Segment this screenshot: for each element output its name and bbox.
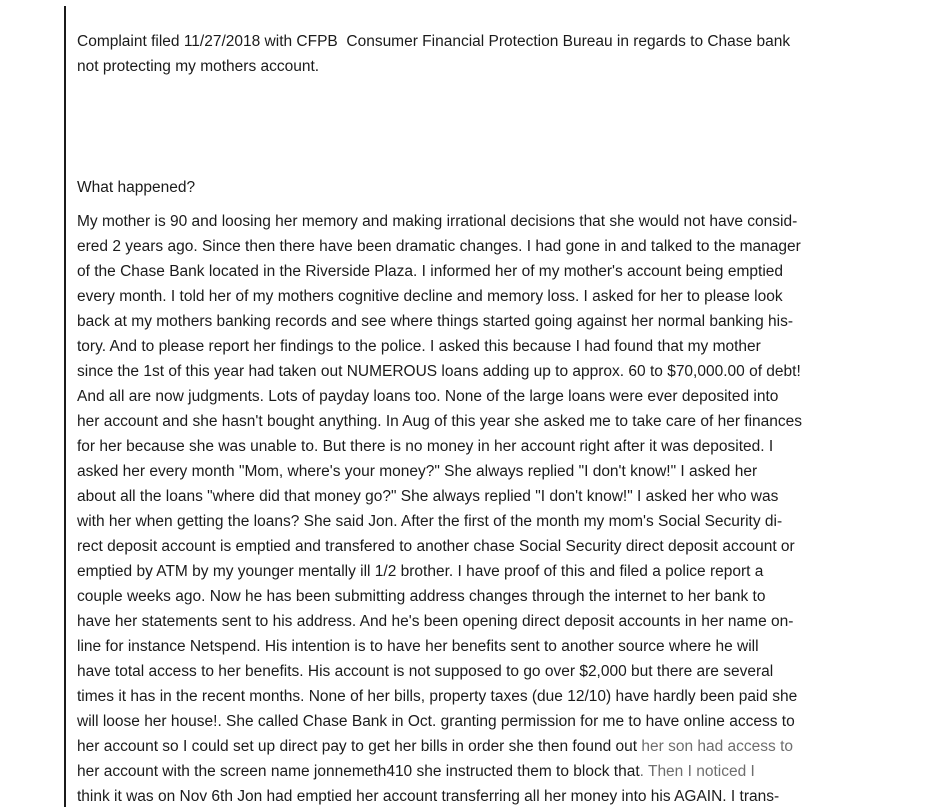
- text-line: [77, 384, 877, 409]
- text-line: [77, 684, 877, 709]
- text-line: [77, 609, 877, 634]
- text-segment: of the Chase Bank located in the Riverside Plaza. I informed her of my mother's account being emptied: [77, 263, 783, 280]
- text-line: [77, 334, 877, 359]
- text-segment: Complaint filed 11/27/2018 with CFPB Consumer Financial Protection Bureau in regards to Chase bank: [77, 33, 791, 50]
- question-heading: What happened?: [77, 179, 196, 196]
- text-segment: her account so I could set up direct pay to get her bills in order she then found out: [77, 738, 642, 755]
- text-line: [77, 359, 877, 384]
- text-line: [77, 459, 877, 484]
- text-segment: since the 1st of this year had taken out NUMEROUS loans adding up to approx. 60 to $70,000.00 of debt!: [77, 363, 801, 380]
- text-line: [77, 759, 877, 784]
- text-segment: for her because she was unable to. But there is no money in her account right after it was deposited. I: [77, 438, 774, 455]
- complaint-text-block: [77, 29, 877, 807]
- text-line: [77, 409, 877, 434]
- complaint-narrative: [77, 209, 877, 807]
- text-segment: her account with the screen name jonnemeth410 she instructed them to block that: [77, 763, 640, 780]
- text-line: [77, 509, 877, 534]
- text-line: [77, 484, 877, 509]
- text-line: [77, 54, 877, 79]
- text-line: [77, 709, 877, 734]
- muted-text-segment: . Then I noticed I: [639, 763, 755, 780]
- left-rule: [64, 6, 66, 807]
- text-segment: every month. I told her of my mothers cognitive decline and memory loss. I asked for her to please look: [77, 288, 783, 305]
- text-line: [77, 309, 877, 334]
- text-segment: couple weeks ago. Now he has been submitting address changes through the internet to her bank to: [77, 588, 766, 605]
- text-segment: And all are now judgments. Lots of payday loans too. None of the large loans were ever deposited into: [77, 388, 779, 405]
- text-segment: My mother is 90 and loosing her memory and making irrational decisions that she would not have consid-: [77, 213, 798, 230]
- text-segment: about all the loans "where did that money go?" She always replied "I don't know!" I asked her who was: [77, 488, 779, 505]
- text-segment: have total access to her benefits. His account is not supposed to go over $2,000 but there are several: [77, 663, 774, 680]
- text-segment: ered 2 years ago. Since then there have been dramatic changes. I had gone in and talked to the manager: [77, 238, 801, 255]
- text-line: [77, 434, 877, 459]
- text-line: [77, 534, 877, 559]
- text-segment: times it has in the recent months. None of her bills, property taxes (due 12/10) have hardly been paid she: [77, 688, 798, 705]
- text-segment: rect deposit account is emptied and transfered to another chase Social Security direct deposit account or: [77, 538, 795, 555]
- text-segment: will loose her house!. She called Chase Bank in Oct. granting permission for me to have online access to: [77, 713, 795, 730]
- text-segment: tory. And to please report her findings to the police. I asked this because I had found that my mother: [77, 338, 761, 355]
- text-segment: her account and she hasn't bought anything. In Aug of this year she asked me to take care of her finances: [77, 413, 803, 430]
- text-segment: with her when getting the loans? She said Jon. After the first of the month my mom's Social Security di-: [77, 513, 783, 530]
- text-line: [77, 234, 877, 259]
- text-line: [77, 734, 877, 759]
- text-line: [77, 634, 877, 659]
- text-segment: think it was on Nov 6th Jon had emptied her account transferring all her money into his AGAIN. I trans-: [77, 788, 780, 805]
- complaint-intro: [77, 29, 877, 79]
- muted-text-segment: her son had access to: [641, 738, 794, 755]
- text-line: [77, 209, 877, 234]
- text-segment: not protecting my mothers account.: [77, 58, 320, 75]
- text-segment: line for instance Netspend. His intention is to have her benefits sent to another source where he will: [77, 638, 759, 655]
- text-segment: back at my mothers banking records and see where things started going against her normal banking his-: [77, 313, 793, 330]
- text-segment: have her statements sent to his address. And he's been opening direct deposit accounts in her name on-: [77, 613, 794, 630]
- text-line: [77, 259, 877, 284]
- text-segment: asked her every month "Mom, where's your money?" She always replied "I don't know!" I asked her: [77, 463, 758, 480]
- text-line: [77, 584, 877, 609]
- text-line: [77, 284, 877, 309]
- text-line: [77, 559, 877, 584]
- text-line: [77, 784, 877, 807]
- text-segment: emptied by ATM by my younger mentally ill 1/2 brother. I have proof of this and filed a police report a: [77, 563, 764, 580]
- text-line: [77, 29, 877, 54]
- text-line: [77, 659, 877, 684]
